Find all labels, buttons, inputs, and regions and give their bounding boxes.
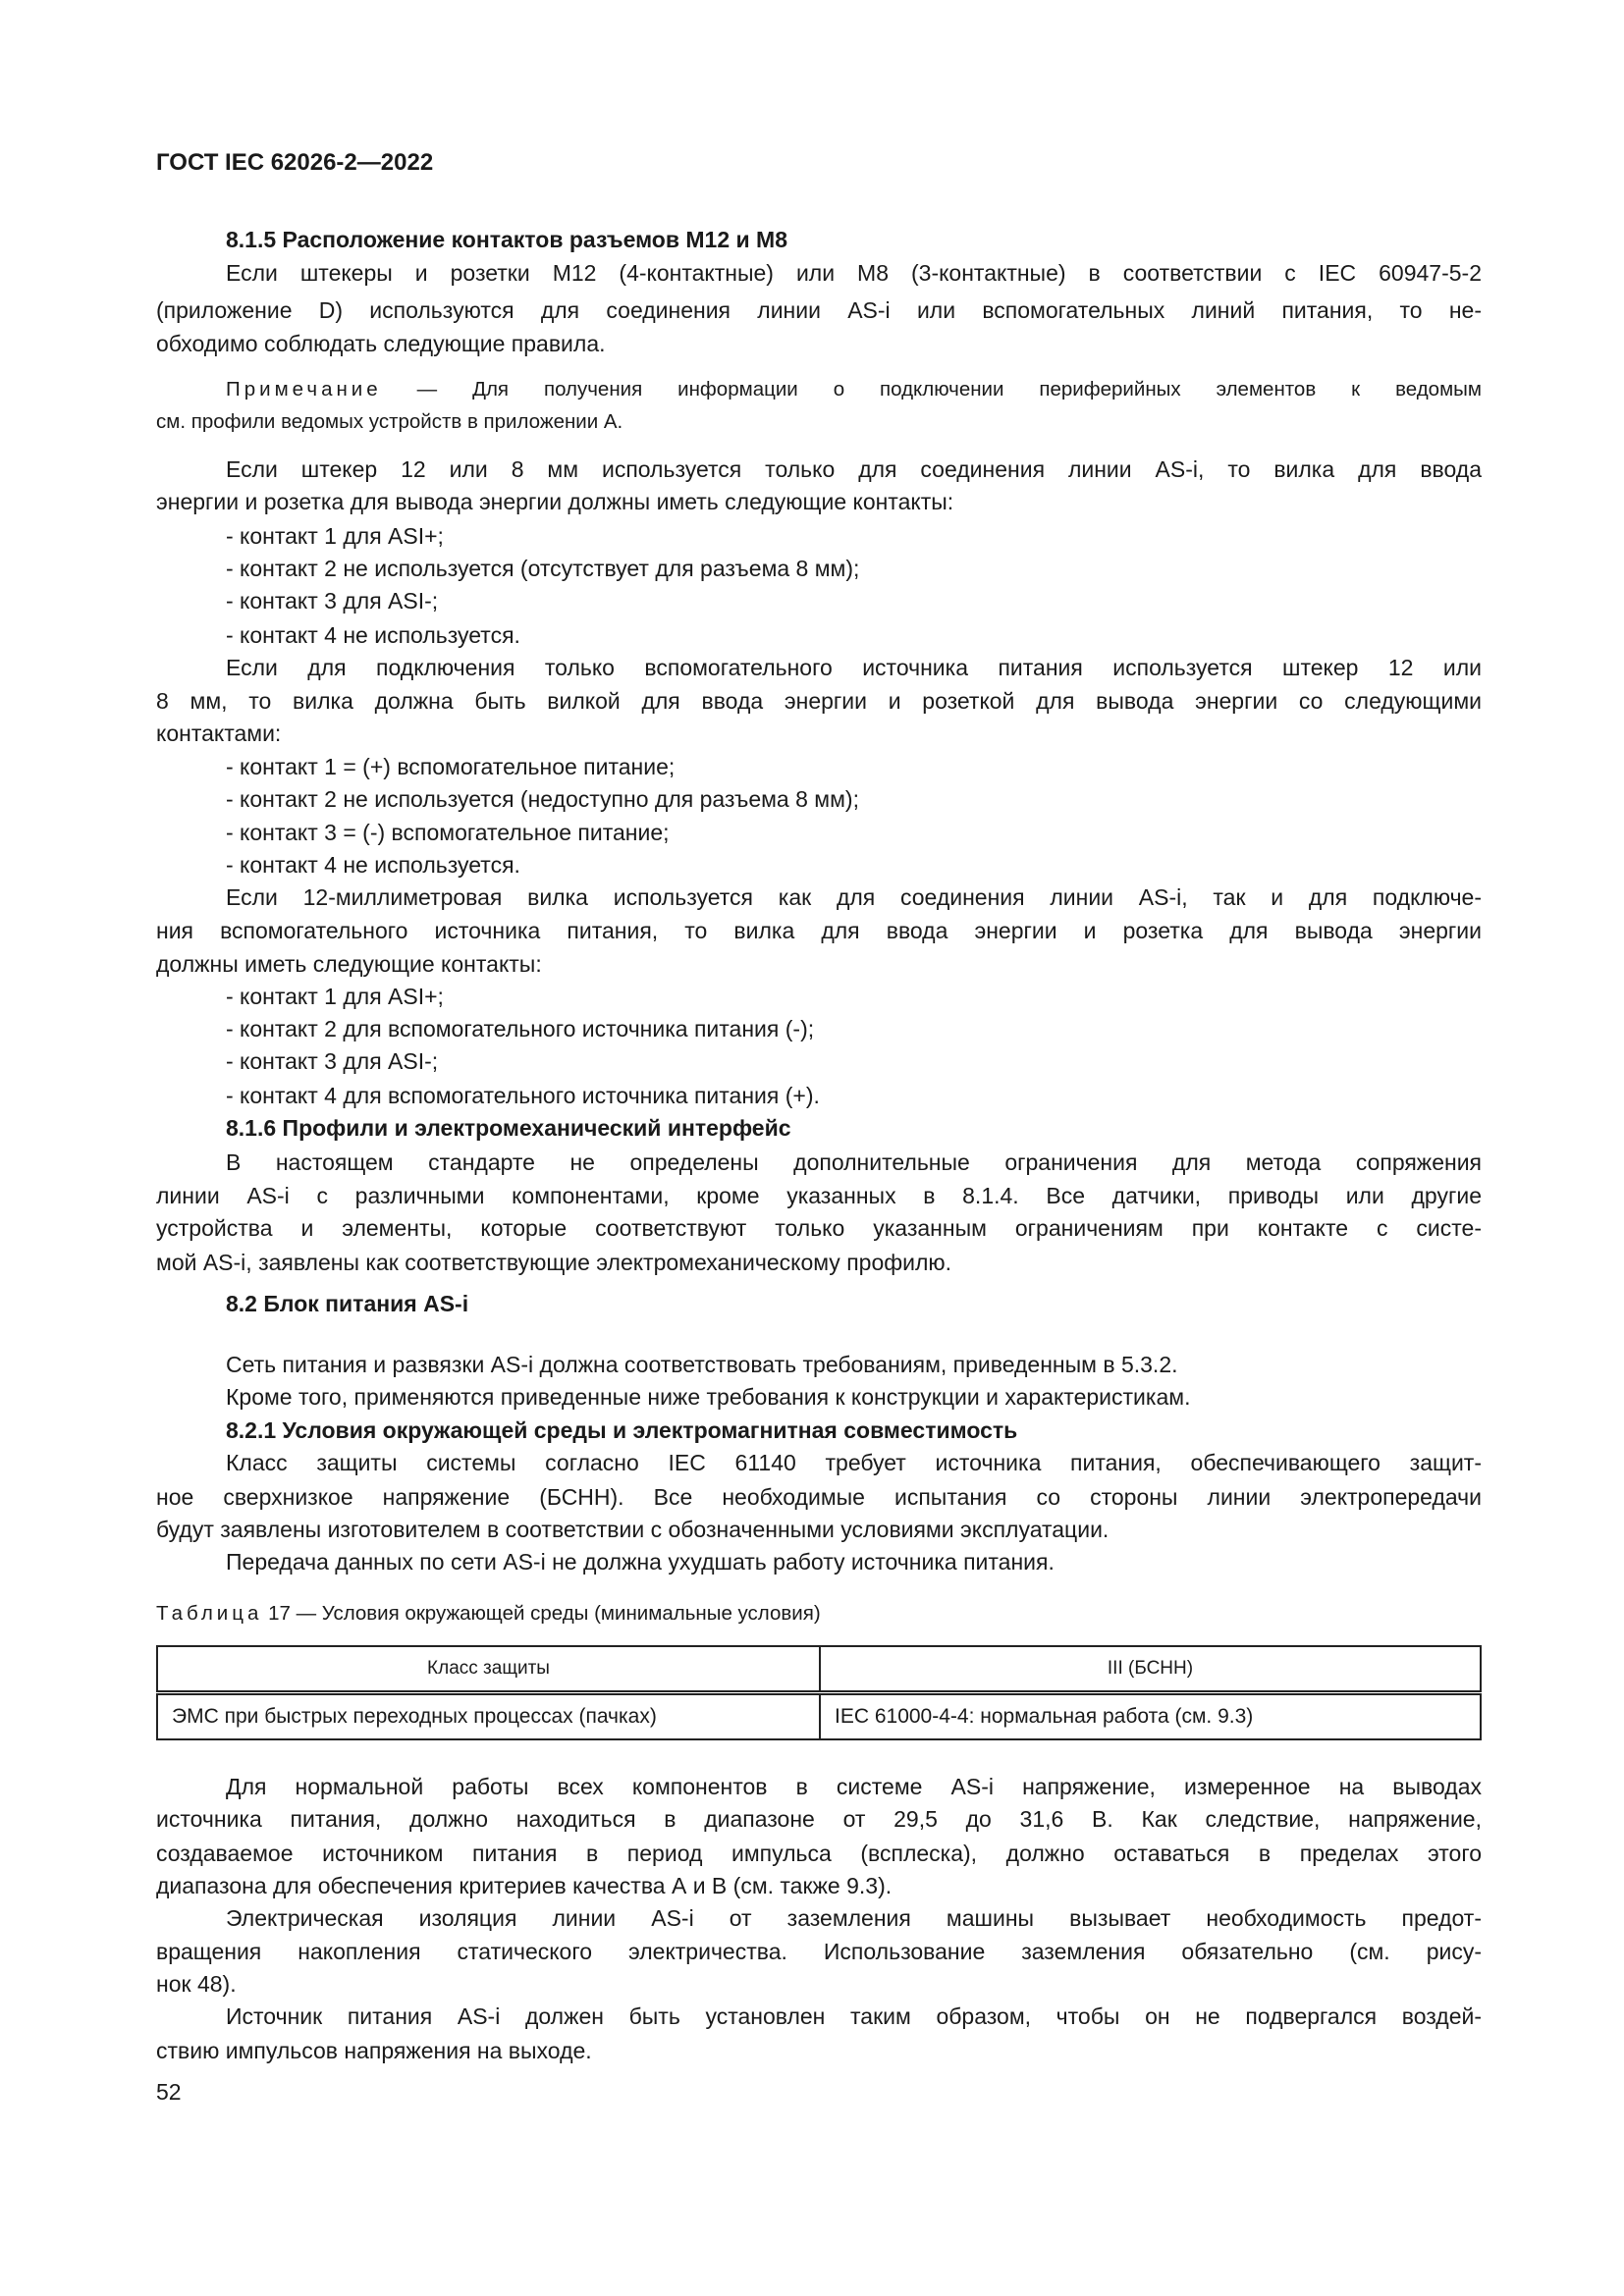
table-cell: ЭМС при быстрых переходных процессах (пачках): [157, 1693, 820, 1740]
table-row: [157, 1693, 1481, 1740]
paragraph-line: 8 мм, то вилка должна быть вилкой для ввода энергии и розеткой для вывода энергии со следующими: [156, 688, 1482, 715]
note-text: — Для получения информации о подключении периферийных элементов к ведомым: [416, 378, 1482, 401]
paragraph-line: Если штекеры и розетки М12 (4-контактные) или М8 (3-контактные) в соответствии с IEC 60947-5-2: [226, 260, 1482, 287]
list-item: - контакт 4 не используется.: [226, 852, 520, 879]
paragraph-line: устройства и элементы, которые соответствуют только указанным ограничениям при контакте с систе-: [156, 1215, 1482, 1242]
note-label: Примечание: [226, 378, 382, 401]
paragraph-line: ное сверхнизкое напряжение (БСНН). Все необходимые испытания со стороны линии электропередачи: [156, 1484, 1482, 1511]
paragraph-line: линии AS-i с различными компонентами, кроме указанных в 8.1.4. Все датчики, приводы или другие: [156, 1183, 1482, 1209]
table-caption-label: Таблица: [156, 1602, 263, 1625]
paragraph-line: энергии и розетка для вывода энергии должны иметь следующие контакты:: [156, 489, 954, 515]
paragraph-line: ния вспомогательного источника питания, то вилка для ввода энергии и розетка для вывода энергии: [156, 917, 1482, 943]
list-item: - контакт 1 для ASI+;: [226, 522, 444, 549]
paragraph-line: обходимо соблюдать следующие правила.: [156, 331, 606, 357]
section-heading: 8.2.1 Условия окружающей среды и электромагнитная совместимость: [226, 1417, 1018, 1444]
table-caption-text: 17 — Условия окружающей среды (минимальные условия): [268, 1602, 821, 1625]
paragraph-line: Если для подключения только вспомогательного источника питания используется штекер 12 или: [226, 654, 1482, 680]
paragraph-line: ствию импульсов напряжения на выходе.: [156, 2038, 592, 2064]
paragraph-line: Если 12-миллиметровая вилка используется как для соединения линии AS-i, так и для подключе-: [226, 884, 1482, 911]
paragraph-line: Электрическая изоляция линии AS-i от заземления машины вызывает необходимость предот-: [226, 1904, 1482, 1931]
paragraph-line: будут заявлены изготовителем в соответствии с обозначенными условиями эксплуатации.: [156, 1517, 1110, 1543]
paragraph-line: (приложение D) используются для соединения линии AS-i или вспомогательных линий питания, то не-: [156, 296, 1482, 323]
paragraph-line: Сеть питания и развязки AS-i должна соответствовать требованиям, приведенным в 5.3.2.: [226, 1351, 1178, 1377]
list-item: - контакт 1 для ASI+;: [226, 984, 444, 1010]
paragraph-line: мой AS-i, заявлены как соответствующие электромеханическому профилю.: [156, 1249, 952, 1275]
section-heading: 8.1.5 Расположение контактов разъемов М12 и М8: [226, 226, 787, 252]
list-item: - контакт 4 для вспомогательного источника питания (+).: [226, 1082, 820, 1108]
table-header-row: [157, 1646, 1481, 1693]
section-heading: 8.2 Блок питания AS-i: [226, 1291, 469, 1317]
table-caption: [156, 1602, 821, 1626]
section-heading: 8.1.6 Профили и электромеханический интерфейс: [226, 1115, 791, 1142]
paragraph-line: Кроме того, применяются приведенные ниже требования к конструкции и характеристикам.: [226, 1383, 1191, 1410]
paragraph-line: Класс защиты системы согласно IEC 61140 требует источника питания, обеспечивающего защит-: [226, 1450, 1482, 1476]
list-item: - контакт 4 не используется.: [226, 621, 520, 648]
list-item: - контакт 2 не используется (отсутствует для разъема 8 мм);: [226, 556, 860, 582]
paragraph-line: Источник питания AS-i должен быть установлен таким образом, чтобы он не подвергался воздей-: [226, 2003, 1482, 2030]
environment-table: [156, 1645, 1482, 1740]
paragraph-line: должны иметь следующие контакты:: [156, 951, 542, 978]
list-item: - контакт 3 = (-) вспомогательное питание;: [226, 820, 670, 846]
note-line: [226, 375, 1482, 404]
paragraph-line: В настоящем стандарте не определены дополнительные ограничения для метода сопряжения: [226, 1148, 1482, 1175]
paragraph-line: Передача данных по сети AS-i не должна ухудшать работу источника питания.: [226, 1549, 1055, 1575]
list-item: - контакт 2 не используется (недоступно для разъема 8 мм);: [226, 785, 859, 812]
document-header: ГОСТ IEC 62026-2—2022: [156, 149, 434, 176]
table-header-cell: III (БСНН): [820, 1646, 1481, 1693]
paragraph-line: контактами:: [156, 721, 282, 747]
table-cell: IEC 61000-4-4: нормальная работа (см. 9.3): [820, 1693, 1481, 1740]
paragraph-line: вращения накопления статического электричества. Использование заземления обязательно (см. рису-: [156, 1939, 1482, 1965]
list-item: - контакт 3 для ASI-;: [226, 1048, 439, 1075]
list-item: - контакт 1 = (+) вспомогательное питание;: [226, 753, 676, 779]
paragraph-line: Для нормальной работы всех компонентов в системе AS-i напряжение, измеренное на выводах: [226, 1773, 1482, 1799]
paragraph-line: источника питания, должно находиться в диапазоне от 29,5 до 31,6 В. Как следствие, напряжение,: [156, 1805, 1482, 1832]
paragraph-line: создаваемое источником питания в период импульса (всплеска), должно оставаться в пределах этого: [156, 1840, 1482, 1866]
paragraph-line: нок 48).: [156, 1971, 237, 1998]
page-number: 52: [156, 2079, 182, 2105]
paragraph-line: Если штекер 12 или 8 мм используется только для соединения линии AS-i, то вилка для ввода: [226, 456, 1482, 483]
note-line: см. профили ведомых устройств в приложении А.: [156, 410, 623, 434]
table-header-cell: Класс защиты: [157, 1646, 820, 1693]
paragraph-line: диапазона для обеспечения критериев качества А и В (см. также 9.3).: [156, 1872, 893, 1898]
list-item: - контакт 2 для вспомогательного источника питания (-);: [226, 1016, 815, 1042]
list-item: - контакт 3 для ASI-;: [226, 588, 439, 614]
